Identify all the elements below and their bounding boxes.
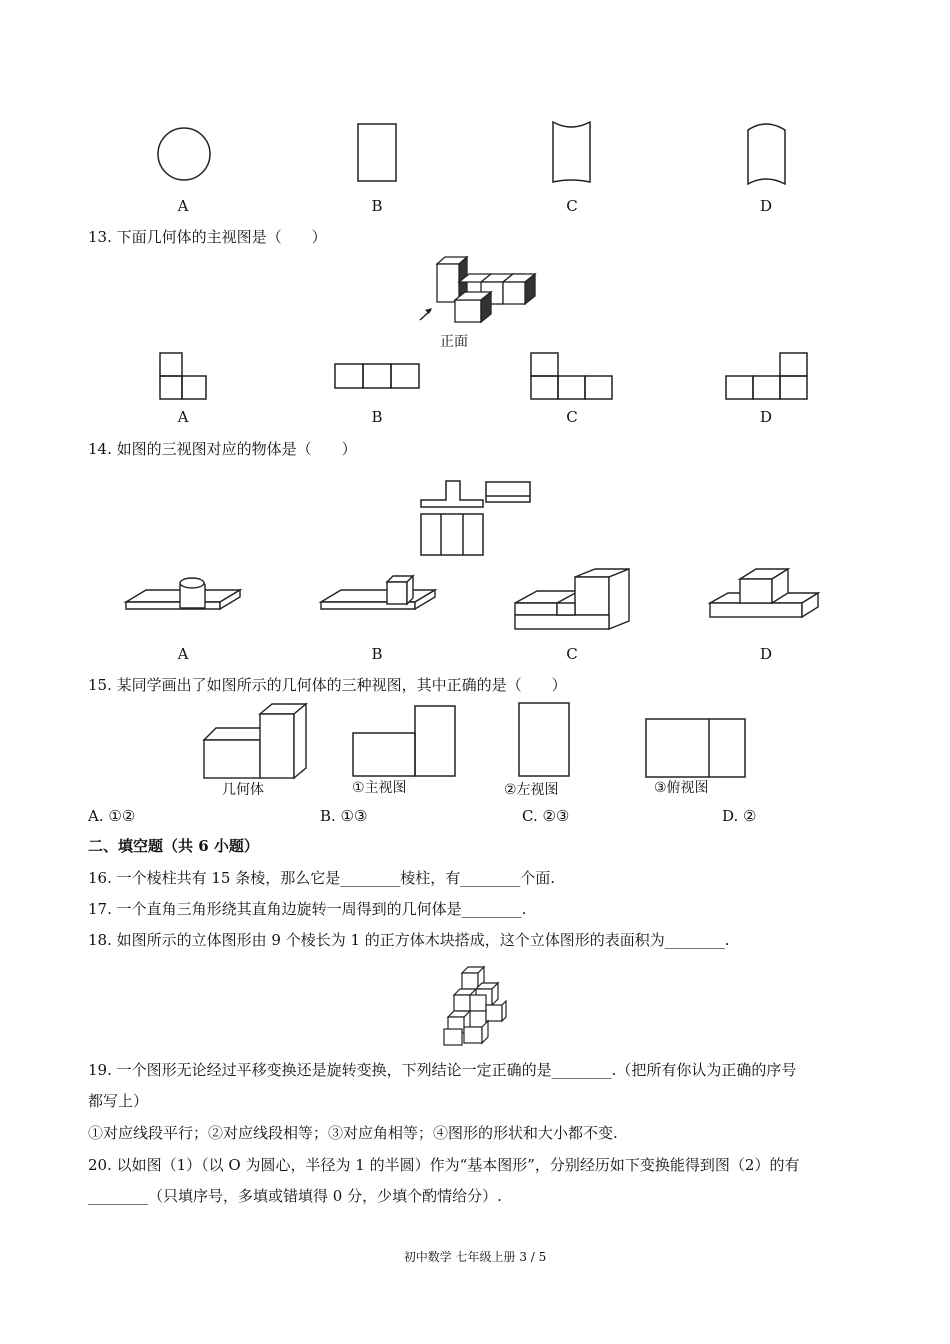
q19-question-line2: 都写上） <box>88 1092 149 1110</box>
page-footer: 初中数学 七年级上册 3 / 5 <box>403 1250 547 1264</box>
q18-question: 18. 如图所示的立体图形由 9 个棱长为 1 的正方体木块搭成，这个立体图形的表面积为________. <box>88 931 730 949</box>
q15-figure-label-front: ①主视图 <box>352 780 407 796</box>
q15-option-d: D. ② <box>722 807 757 825</box>
q12-option-c-figure <box>548 118 598 188</box>
q14-option-c-label: C <box>566 645 578 663</box>
q14-option-b-figure <box>317 572 442 634</box>
q15-option-a: A. ①② <box>88 807 136 825</box>
q12-option-d-figure <box>743 118 793 188</box>
q12-option-b-figure <box>355 122 400 184</box>
q13-option-d-figure <box>724 352 810 402</box>
q13-option-a-figure <box>158 352 210 402</box>
q15-figure-label-solid: 几何体 <box>222 782 264 798</box>
q14-option-a-label: A <box>177 645 189 663</box>
q15-figure-label-left: ②左视图 <box>504 782 559 798</box>
q13-question: 13. 下面几何体的主视图是（ ） <box>88 228 327 246</box>
q14-option-d-figure <box>706 565 831 635</box>
q14-option-c-figure <box>511 565 636 635</box>
q12-option-a-label: A <box>177 197 189 215</box>
q18-cube-stack-figure <box>440 965 510 1049</box>
q19-question-line1: 19. 一个图形无论经过平移变换还是旋转变换，下列结论一定正确的是________.（把所有你认为正确的序号 <box>88 1061 797 1079</box>
q13-option-c-figure <box>529 352 615 402</box>
q15-left-view-figure <box>516 700 574 780</box>
q12-option-c-label: C <box>566 197 578 215</box>
q15-question: 15. 某同学画出了如图所示的几何体的三种视图，其中正确的是（ ） <box>88 676 567 694</box>
q15-option-b: B. ①③ <box>320 807 368 825</box>
q14-question: 14. 如图的三视图对应的物体是（ ） <box>88 440 357 458</box>
q14-option-d-label: D <box>759 645 773 663</box>
q14-three-views-figure <box>418 478 533 560</box>
q20-question-line2: ________（只填序号，多填或错填得 0 分，少填个酌情给分）. <box>88 1187 502 1205</box>
q15-front-view-figure <box>350 703 460 779</box>
q15-solid-figure <box>200 700 312 782</box>
q12-option-a-figure <box>155 125 215 185</box>
q13-solid-figure <box>415 252 540 332</box>
q13-option-a-label: A <box>177 408 189 426</box>
q19-statements: ①对应线段平行；②对应线段相等；③对应角相等；④图形的形状和大小都不变. <box>88 1124 618 1142</box>
q12-option-d-label: D <box>759 197 773 215</box>
q17-question: 17. 一个直角三角形绕其直角边旋转一周得到的几何体是________. <box>88 900 527 918</box>
q13-option-b-figure <box>333 362 423 392</box>
q13-option-b-label: B <box>371 408 383 426</box>
section-2-heading: 二、填空题（共 6 小题） <box>88 837 259 855</box>
q15-option-c: C. ②③ <box>522 807 570 825</box>
q13-option-c-label: C <box>566 408 578 426</box>
q15-top-view-figure <box>643 716 749 780</box>
q13-front-label: 正面 <box>440 334 468 350</box>
q13-option-d-label: D <box>759 408 773 426</box>
q20-question-line1: 20. 以如图（1）（以 O 为圆心，半径为 1 的半圆）作为“基本图形”，分别经历如下变换能得到图（2）的有 <box>88 1156 800 1174</box>
q16-question: 16. 一个棱柱共有 15 条棱，那么它是________棱柱，有________个面. <box>88 869 556 887</box>
q15-figure-label-top: ③俯视图 <box>654 780 709 796</box>
q12-option-b-label: B <box>371 197 383 215</box>
q14-option-b-label: B <box>371 645 383 663</box>
q14-option-a-figure <box>122 572 247 634</box>
